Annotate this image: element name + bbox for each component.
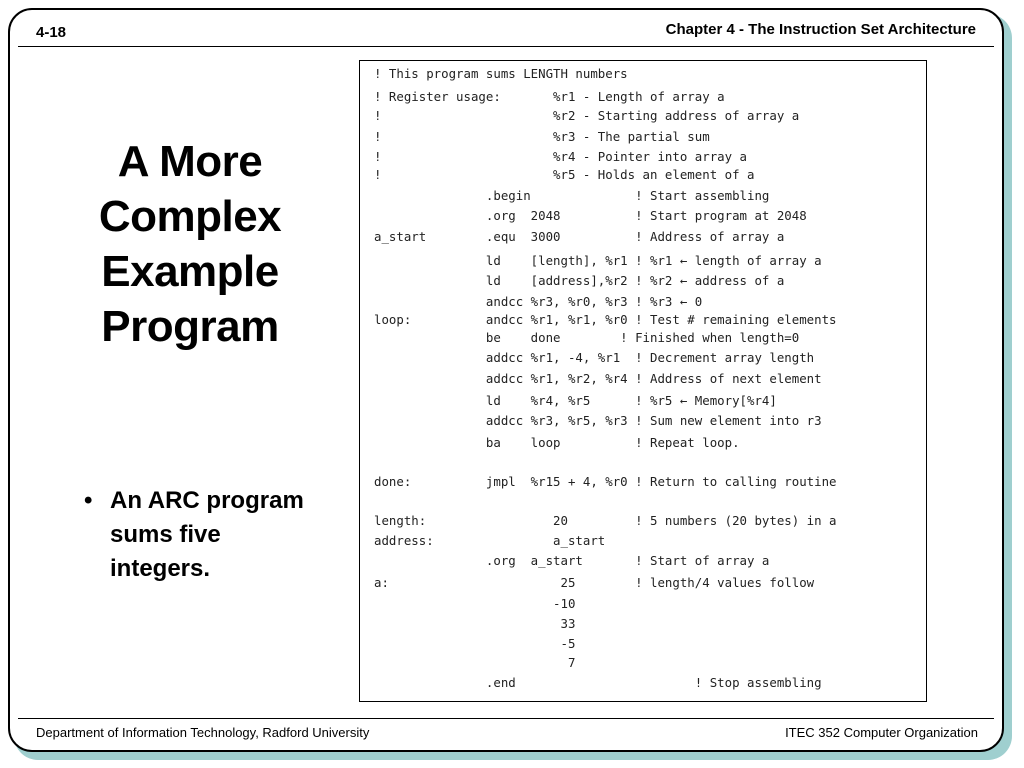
code-line: .end ! Stop assembling xyxy=(374,675,822,690)
code-line: -10 xyxy=(374,596,576,611)
code-line: addcc %r1, %r2, %r4 ! Address of next element xyxy=(374,371,822,386)
slide-title xyxy=(60,134,320,354)
header-rule xyxy=(18,46,994,47)
code-line: address: a_start xyxy=(374,533,606,548)
code-line: ba loop ! Repeat loop. xyxy=(374,435,740,450)
code-line: ! %r5 - Holds an element of a xyxy=(374,167,755,182)
code-line: addcc %r1, -4, %r1 ! Decrement array length xyxy=(374,350,815,365)
title-line: Program xyxy=(101,302,279,351)
code-line: ! This program sums LENGTH numbers xyxy=(374,66,628,81)
code-line: ld [length], %r1 ! %r1 ← length of array a xyxy=(374,253,822,268)
footer-course: ITEC 352 Computer Organization xyxy=(785,725,978,740)
code-line: be done ! Finished when length=0 xyxy=(374,330,800,345)
code-line: andcc %r3, %r0, %r3 ! %r3 ← 0 xyxy=(374,294,703,309)
title-line: A More xyxy=(117,137,263,186)
code-line: ! Register usage: %r1 - Length of array a xyxy=(374,89,725,104)
bullet-dot-icon: • xyxy=(84,487,93,514)
code-line: ld %r4, %r5 ! %r5 ← Memory[%r4] xyxy=(374,393,777,408)
bullet-text: An ARC program sums five integers. xyxy=(110,487,304,582)
code-line: done: jmpl %r15 + 4, %r0 ! Return to calling routine xyxy=(374,474,837,489)
title-line: Complex xyxy=(98,192,282,241)
bullet-item xyxy=(84,484,324,586)
code-line: 7 xyxy=(374,655,576,670)
code-line: .org a_start ! Start of array a xyxy=(374,553,770,568)
code-line: a: 25 ! length/4 values follow xyxy=(374,575,815,590)
code-line: ! %r4 - Pointer into array a xyxy=(374,149,747,164)
code-line: ! %r3 - The partial sum xyxy=(374,129,710,144)
code-line: -5 xyxy=(374,636,576,651)
footer-department: Department of Information Technology, Radford University xyxy=(36,725,370,740)
code-line: 33 xyxy=(374,616,576,631)
code-line: addcc %r3, %r5, %r3 ! Sum new element into r3 xyxy=(374,413,822,428)
code-line: .begin ! Start assembling xyxy=(374,188,770,203)
code-line: a_start .equ 3000 ! Address of array a xyxy=(374,229,785,244)
code-listing xyxy=(359,60,927,702)
code-line: ld [address],%r2 ! %r2 ← address of a xyxy=(374,273,785,288)
slide-number: 4-18 xyxy=(36,24,67,41)
code-line: length: 20 ! 5 numbers (20 bytes) in a xyxy=(374,513,837,528)
code-line: ! %r2 - Starting address of array a xyxy=(374,108,800,123)
chapter-title: Chapter 4 - The Instruction Set Architecture xyxy=(665,21,976,38)
footer-rule xyxy=(18,718,994,719)
title-line: Example xyxy=(101,247,279,296)
code-line: loop: andcc %r1, %r1, %r0 ! Test # remaining elements xyxy=(374,312,837,327)
code-line: .org 2048 ! Start program at 2048 xyxy=(374,208,807,223)
bullet-list xyxy=(84,484,324,586)
